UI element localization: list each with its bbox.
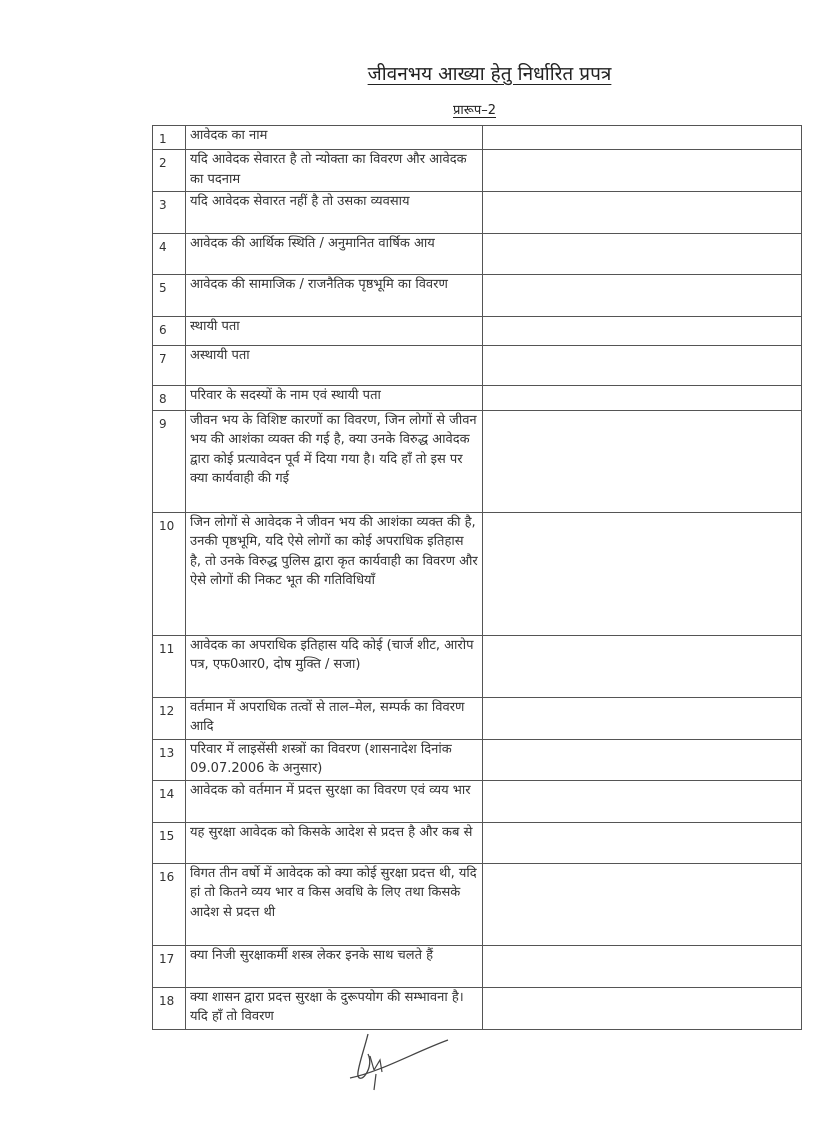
question-text: यह सुरक्षा आवेदक को किसके आदेश से प्रदत्त है और कब से — [186, 822, 483, 863]
question-text: यदि आवेदक सेवारत है तो न्योक्ता का विवरण और आवेदक का पदनाम — [186, 150, 483, 192]
answer-cell[interactable] — [483, 780, 802, 822]
row-number: 2 — [153, 150, 186, 192]
row-number: 10 — [153, 512, 186, 635]
row-number: 15 — [153, 822, 186, 863]
row-number: 17 — [153, 945, 186, 987]
table-row — [153, 987, 802, 1029]
table-row — [153, 386, 802, 410]
answer-cell[interactable] — [483, 410, 802, 512]
question-text: क्या शासन द्वारा प्रदत्त सुरक्षा के दुरूपयोग की सम्भावना है। यदि हॉं तो विवरण — [186, 987, 483, 1029]
table-row — [153, 317, 802, 346]
answer-cell[interactable] — [483, 863, 802, 945]
question-text: जिन लोगों से आवेदक ने जीवन भय की आशंका व्यक्त की है, उनकी पृष्ठभूमि, यदि ऐसे लोगों का कोई अपराधिक इतिहास है, तो उनके विरुद्ध पुलिस द्वारा कृत कार्यवाही का विवरण और ऐसे लोगों की निकट भूत की गतिविधियॉं — [186, 512, 483, 635]
question-text: अस्थायी पता — [186, 346, 483, 386]
table-row — [153, 410, 802, 512]
question-text: आवेदक की आर्थिक स्थिति / अनुमानित वार्षिक आय — [186, 234, 483, 275]
form-code: प्रारूप–2 — [452, 103, 497, 118]
table-row — [153, 512, 802, 635]
question-text: आवेदक की सामाजिक / राजनैतिक पृष्ठभूमि का विवरण — [186, 275, 483, 317]
question-text: क्या निजी सुरक्षाकर्मी शस्त्र लेकर इनके साथ चलते हैं — [186, 945, 483, 987]
question-text: परिवार के सदस्यों के नाम एवं स्थायी पता — [186, 386, 483, 410]
answer-cell[interactable] — [483, 346, 802, 386]
row-number: 7 — [153, 346, 186, 386]
table-row — [153, 739, 802, 780]
answer-cell[interactable] — [483, 739, 802, 780]
row-number: 8 — [153, 386, 186, 410]
answer-cell[interactable] — [483, 512, 802, 635]
row-number: 3 — [153, 192, 186, 234]
question-text: परिवार में लाइसेंसी शस्त्रों का विवरण (शासनादेश दिनांक 09.07.2006 के अनुसार) — [186, 739, 483, 780]
question-text: आवेदक का अपराधिक इतिहास यदि कोई (चार्ज शीट, आरोप पत्र, एफ0आर0, दोष मुक्ति / सजा) — [186, 635, 483, 697]
question-text: स्थायी पता — [186, 317, 483, 346]
row-number: 12 — [153, 697, 186, 739]
answer-cell[interactable] — [483, 150, 802, 192]
question-text: आवेदक को वर्तमान में प्रदत्त सुरक्षा का विवरण एवं व्यय भार — [186, 780, 483, 822]
answer-cell[interactable] — [483, 275, 802, 317]
row-number: 14 — [153, 780, 186, 822]
answer-cell[interactable] — [483, 192, 802, 234]
row-number: 11 — [153, 635, 186, 697]
table-row — [153, 192, 802, 234]
answer-cell[interactable] — [483, 635, 802, 697]
row-number: 5 — [153, 275, 186, 317]
row-number: 9 — [153, 410, 186, 512]
answer-cell[interactable] — [483, 987, 802, 1029]
signature — [340, 1030, 450, 1095]
question-text: यदि आवेदक सेवारत नहीं है तो उसका व्यवसाय — [186, 192, 483, 234]
answer-cell[interactable] — [483, 126, 802, 150]
answer-cell[interactable] — [483, 697, 802, 739]
table-row — [153, 126, 802, 150]
question-text: वर्तमान में अपराधिक तत्वों से ताल–मेल, सम्पर्क का विवरण आदि — [186, 697, 483, 739]
table-row — [153, 822, 802, 863]
table-row — [153, 780, 802, 822]
row-number: 16 — [153, 863, 186, 945]
row-number: 6 — [153, 317, 186, 346]
answer-cell[interactable] — [483, 822, 802, 863]
row-number: 4 — [153, 234, 186, 275]
row-number: 1 — [153, 126, 186, 150]
row-number: 13 — [153, 739, 186, 780]
table-row — [153, 635, 802, 697]
answer-cell[interactable] — [483, 386, 802, 410]
answer-cell[interactable] — [483, 317, 802, 346]
form-table — [152, 125, 802, 1030]
table-row — [153, 275, 802, 317]
question-text: आवेदक का नाम — [186, 126, 483, 150]
row-number: 18 — [153, 987, 186, 1029]
page-title: जीवनभय आख्या हेतु निर्धारित प्रपत्र — [367, 63, 612, 85]
table-row — [153, 150, 802, 192]
question-text: विगत तीन वर्षो में आवेदक को क्या कोई सुरक्षा प्रदत्त थी, यदि हां तो कितने व्यय भार व किस अवधि के लिए तथा किसके आदेश से प्रदत्त थी — [186, 863, 483, 945]
table-row — [153, 863, 802, 945]
question-text: जीवन भय के विशिष्ट कारणों का विवरण, जिन लोगों से जीवन भय की आशंका व्यक्त की गई है, क्या उनके विरुद्ध आवेदक द्वारा कोई प्रत्यावेदन पूर्व में दिया गया है। यदि हॉं तो इस पर क्या कार्यवाही की गई — [186, 410, 483, 512]
table-row — [153, 697, 802, 739]
answer-cell[interactable] — [483, 234, 802, 275]
table-row — [153, 945, 802, 987]
form-table-body — [153, 126, 802, 1030]
table-row — [153, 346, 802, 386]
table-row — [153, 234, 802, 275]
answer-cell[interactable] — [483, 945, 802, 987]
